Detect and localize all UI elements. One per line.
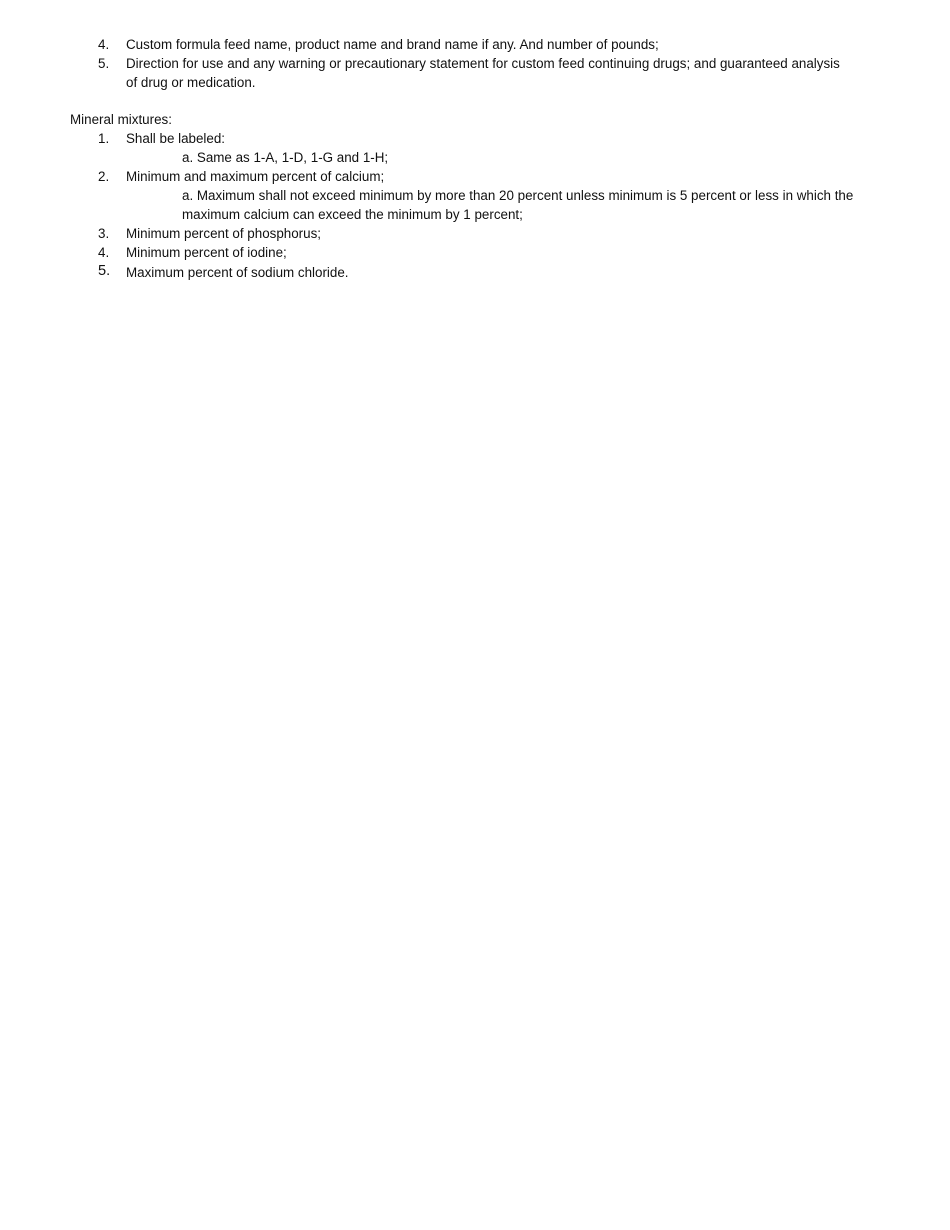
list-item-text: Custom formula feed name, product name and brand name if any. And number of pounds; <box>126 37 659 52</box>
list-item-text: Minimum and maximum percent of calcium; <box>126 169 385 184</box>
list-item-number: 4. <box>98 245 110 260</box>
section-heading: Mineral mixtures: <box>70 112 172 127</box>
list-item-number: 3. <box>98 226 110 241</box>
list-item-text: Shall be labeled: <box>126 131 226 146</box>
list-item-text: Direction for use and any warning or precautionary statement for custom feed continuing drugs; and guaranteed analysis of drug or medication. <box>126 56 840 90</box>
list-item-number: 1. <box>98 131 110 146</box>
sub-item-text: a. Maximum shall not exceed minimum by more than 20 percent unless minimum is 5 percent or less in which the maximum calcium can exceed the minimum by 1 percent; <box>182 188 854 222</box>
list-item-number: 4. <box>98 37 110 52</box>
list-item-text: Minimum percent of phosphorus; <box>126 226 322 241</box>
list-item-number: 5. <box>98 56 110 71</box>
list-item-number: 5. <box>98 263 111 279</box>
sub-item-text: a. Same as 1-A, 1-D, 1-G and 1-H; <box>182 150 389 165</box>
list-item-text: Maximum percent of sodium chloride. <box>126 265 349 280</box>
list-item-text: Minimum percent of iodine; <box>126 245 287 260</box>
list-item-number: 2. <box>98 169 110 184</box>
